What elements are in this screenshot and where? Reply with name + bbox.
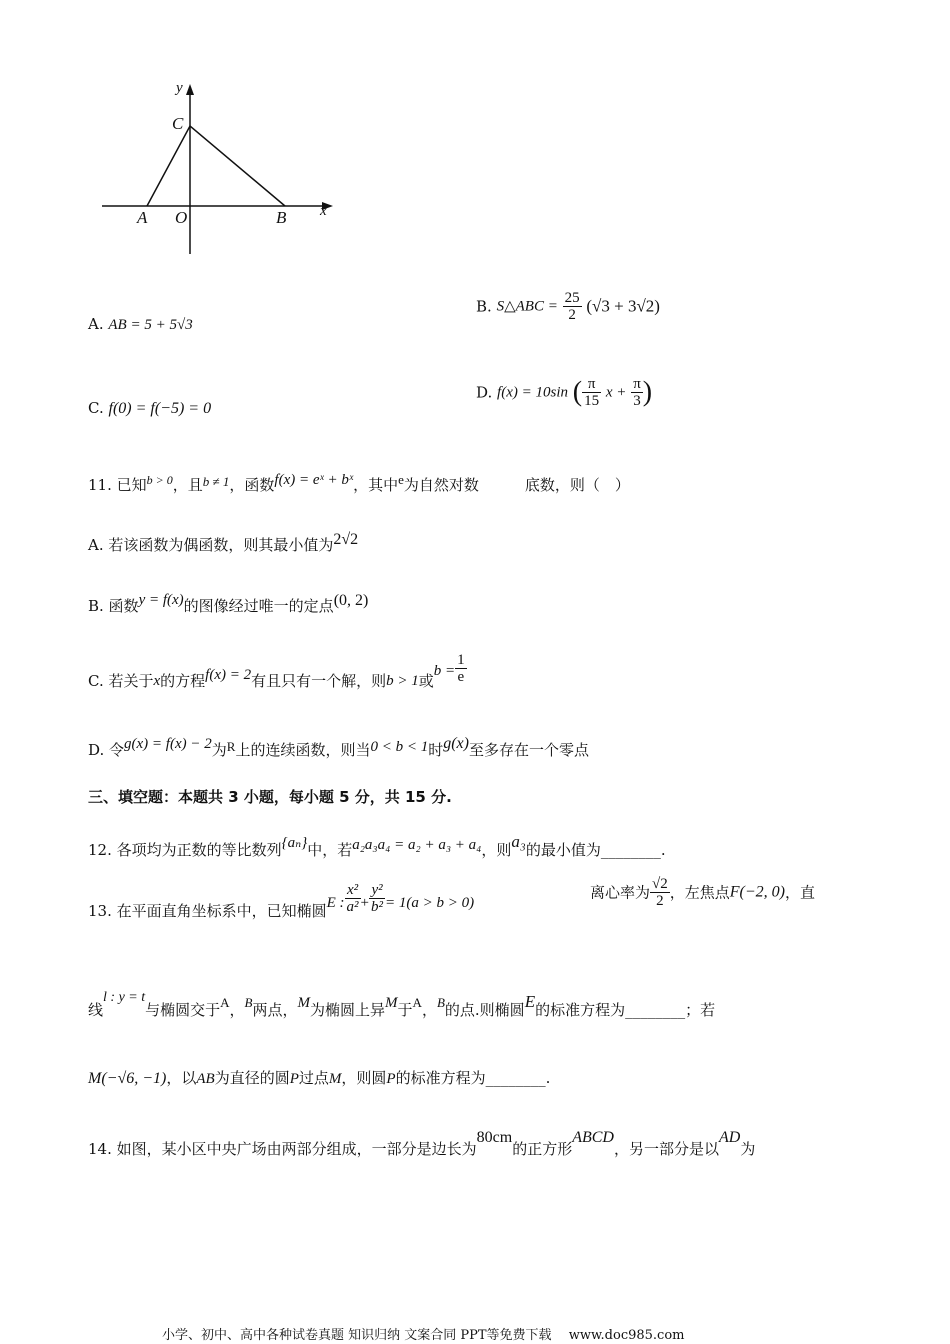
q13-point-B2: B [436, 995, 445, 1010]
q13-l3-text-5: 的标准方程为________. [395, 1069, 551, 1087]
q11-option-a [88, 530, 358, 555]
q13-frac-y: $\frac{\text{y²}}{\text{b²}}$ [371, 882, 384, 915]
q13-text-3: ，左焦点 [669, 883, 730, 902]
q13-segment-AB: AB [196, 1071, 215, 1087]
option-b-rest: (√3 + 3√2) [586, 296, 660, 316]
q11-e: e [398, 472, 404, 487]
q13-ellipse-lhs: E : [326, 895, 345, 911]
q11-b-text-2: 的图像经过唯一的定点 [183, 597, 334, 615]
q13-point-A: A [220, 995, 230, 1010]
page-footer: 小学、初中、高中各种试卷真题 知识归纳 文案合同 PPT等免费下载 www.doc985.com [162, 1328, 685, 1343]
q10-option-d [476, 376, 652, 409]
q12-text-3: ，则 [481, 841, 512, 859]
paren-close: ) [642, 376, 653, 408]
q13-ellipse-E: E [524, 992, 536, 1011]
q11-b-not-one: b ≠ 1 [202, 474, 230, 489]
option-d-label: D. [476, 383, 493, 402]
axis-y-label: y [176, 80, 183, 96]
q12-stem [88, 832, 666, 860]
q11-c-text-3: 有且只有一个解，则 [251, 672, 387, 690]
q12-a3: a₃ [511, 832, 526, 851]
q12-text-1: 12. 各项均为正数的等比数列 [88, 841, 282, 859]
q13-line-1 [88, 882, 474, 921]
q11-text-2: ，且 [172, 476, 203, 494]
option-b-lhs: S△ABC = [496, 298, 558, 315]
q14-length: 80cm [476, 1129, 513, 1146]
q13-line-3 [88, 1068, 550, 1089]
option-a-label: A. [88, 315, 104, 333]
q11-d-text-3: 上的连续函数，则当 [235, 741, 371, 759]
q11-text-3: ，函数 [229, 476, 275, 494]
q13-l3-text-2: 为直径的圆 [214, 1069, 290, 1087]
q12-sequence: {aₙ} [281, 835, 308, 851]
q11-text-5: 为自然对数 [403, 476, 479, 494]
q11-a-value: 2√2 [333, 531, 359, 548]
q11-text-1: 11. 已知 [88, 476, 147, 494]
q11-text-4: ，其中 [353, 476, 399, 494]
q14-text-1: 14. 如图，某小区中央广场由两部分组成，一部分是边长为 [88, 1140, 477, 1158]
option-c-expr: f(0) = f(−5) = 0 [108, 400, 212, 417]
q13-frac-x: $\frac{\text{x²}}{\text{a²}}$ [346, 882, 359, 915]
q13-point-M2: M [385, 995, 398, 1011]
q13-line-eq: l : y = t [103, 990, 146, 1005]
q13-l2-text-7: 的标准方程为________；若 [535, 1001, 716, 1019]
q13-circle-P2: P [386, 1071, 396, 1087]
option-b-label: B. [476, 297, 492, 316]
q11-d-text-5: 至多存在一个零点 [468, 741, 589, 759]
q11-d-R: R [226, 739, 236, 754]
y-axis [186, 84, 194, 254]
axis-x-label: x [320, 203, 327, 219]
point-a-label: A [137, 208, 148, 227]
q13-point-A2: A [412, 995, 422, 1010]
q13-point-M: M [297, 995, 311, 1011]
q11-function: f(x) = eˣ + bˣ [274, 472, 354, 488]
q13-l2-text-3: 两点， [252, 1001, 298, 1019]
section-3-title: 三、填空题：本题共 3 小题，每小题 5 分，共 15 分. [88, 788, 452, 806]
q12-equation: a₂a₃a₄ = a₂ + a₃ + a₄ [352, 837, 482, 853]
q14-stem [88, 1128, 755, 1159]
q14-square: ABCD [572, 1129, 614, 1146]
q13-l2-text-4: 为椭圆上异 [310, 1001, 386, 1019]
option-d-mid: x + [605, 384, 627, 401]
q11-d-gx: g(x) = f(x) − 2 [124, 736, 212, 752]
q12-text-2: 中，若 [307, 841, 353, 859]
q13-l2-text-6: 的点.则椭圆 [444, 1001, 525, 1019]
q11-c-text-2: 的方程 [160, 672, 206, 690]
q11-b-text-1: B. 函数 [88, 597, 139, 615]
q10-option-b [476, 290, 660, 323]
q14-text-4: 为 [740, 1140, 756, 1158]
q13-point-M-coords: M(−√6, −1) [88, 1070, 167, 1087]
q11-option-d [88, 734, 589, 760]
q11-option-c [88, 652, 467, 691]
q11-option-b [88, 590, 368, 616]
option-c-label: C. [88, 399, 104, 417]
q11-c-eq: f(x) = 2 [205, 667, 252, 683]
q11-b-expr: y = f(x) [138, 592, 184, 608]
q13-l3-text-3: 过点 [298, 1069, 329, 1087]
q13-eccentricity: $\frac{√2}{2}$ [652, 876, 668, 909]
q13-plus: + [360, 895, 370, 911]
q11-b-point: (0, 2) [333, 592, 369, 609]
q13-focus: F(−2, 0) [729, 883, 785, 901]
q14-AD: AD [719, 1129, 741, 1146]
q13-comma-1: ， [229, 1001, 245, 1019]
q13-text-1: 13. 在平面直角坐标系中，已知椭圆 [88, 902, 327, 920]
q11-c-x: x [153, 673, 161, 689]
q13-line-2 [88, 988, 715, 1020]
q11-d-text-1: D. 令 [88, 741, 125, 759]
q11-d-g: g(x) [443, 735, 469, 752]
q13-text-4: ，直 [785, 883, 816, 902]
q13-l2-text-2: 与椭圆交于 [145, 1001, 221, 1019]
point-b-label: B [276, 208, 287, 227]
q11-c-fraction: $\frac{1}{e}$ [457, 652, 465, 685]
q13-point-M3: M [328, 1071, 342, 1087]
triangle-figure [95, 78, 345, 258]
paren-open: ( [572, 376, 583, 408]
q11-stem [88, 470, 630, 495]
q11-text-6: 底数，则（ ） [524, 476, 630, 494]
q11-d-text-4: 时 [428, 741, 444, 759]
q13-l2-text-5: 于 [397, 1001, 413, 1019]
q14-text-2: 的正方形 [512, 1140, 573, 1158]
origin-label: O [175, 208, 188, 227]
option-b-fraction: $\frac{25}{2}$ [564, 290, 580, 323]
q11-c-text-1: C. 若关于 [88, 672, 154, 690]
q11-a-text: A. 若该函数为偶函数，则其最小值为 [88, 536, 334, 554]
q11-c-text-4: 或 [418, 672, 434, 690]
q13-line-1b [590, 876, 815, 909]
option-a-expr: AB = 5 + 5√3 [108, 317, 193, 333]
point-c-label: C [172, 114, 184, 133]
q11-d-text-2: 为 [211, 741, 227, 759]
option-d-lhs: f(x) = 10sin [497, 384, 568, 401]
q13-l3-text-4: ，则圆 [341, 1069, 387, 1087]
q13-l2-text-1: 线 [88, 1001, 104, 1019]
q10-option-c [88, 398, 211, 419]
q11-c-b: b > 1 [386, 673, 419, 689]
q13-circle-P: P [289, 1071, 299, 1087]
q11-b-positive: b > 0 [146, 473, 173, 487]
q11-c-b-eq: b = [433, 663, 456, 679]
triangle-abc [147, 126, 285, 206]
q13-text-2: 离心率为 [590, 883, 651, 902]
q13-comma-2: ， [421, 1001, 437, 1019]
option-d-frac1: $\frac{\pi}{15}$ [584, 376, 600, 409]
q11-d-range: 0 < b < 1 [370, 739, 429, 755]
q12-text-4: 的最小值为________. [525, 841, 666, 859]
q13-l3-text-1: ，以 [166, 1069, 197, 1087]
option-d-frac2: $\frac{\pi}{3}$ [633, 376, 641, 409]
q13-ellipse-rhs: = 1(a > b > 0) [385, 895, 475, 911]
q13-point-B: B [244, 995, 253, 1010]
q14-text-3: ，另一部分是以 [613, 1140, 719, 1158]
q10-option-a [88, 314, 193, 335]
